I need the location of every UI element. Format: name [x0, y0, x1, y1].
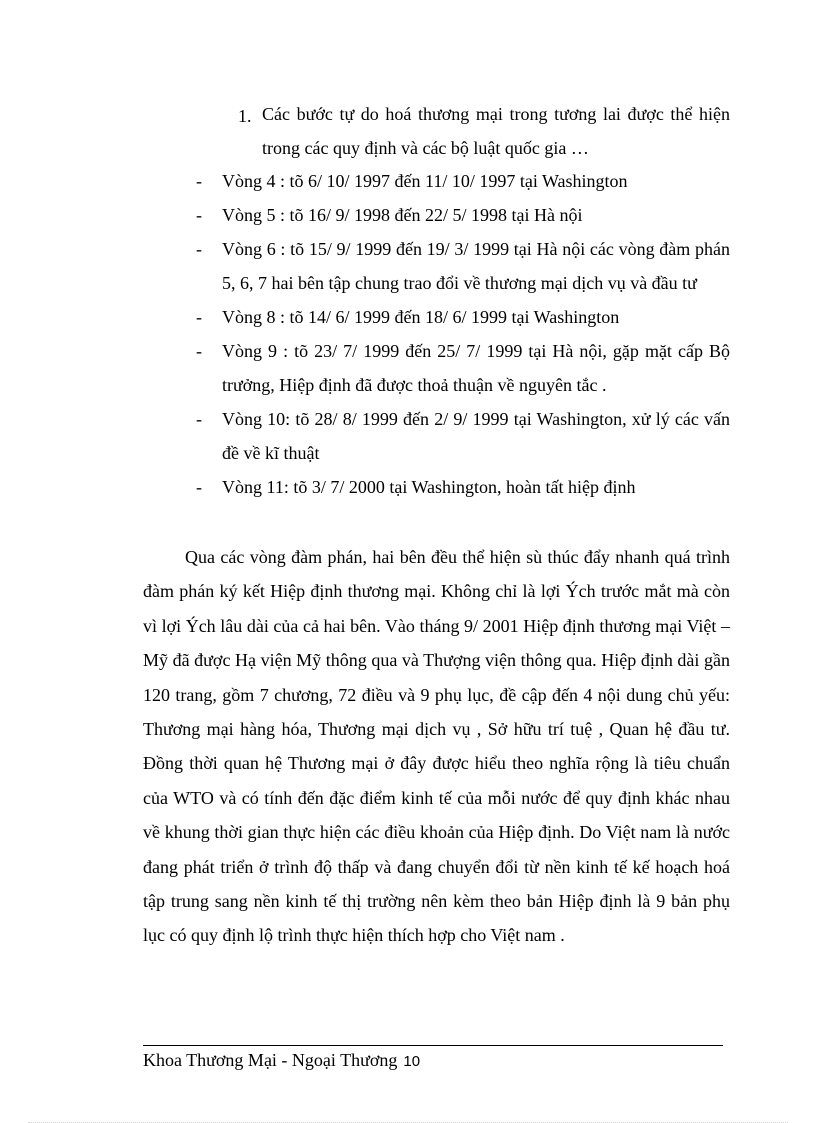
list-item: [196, 232, 730, 300]
list-item: [196, 470, 730, 504]
page-number: 10: [403, 1053, 421, 1070]
bullet-text: Vòng 10: tõ 28/ 8/ 1999 đến 2/ 9/ 1999 tại Washington, xử lý các vấn đề về kĩ thuật: [222, 409, 730, 463]
bullet-dash: -: [196, 307, 202, 327]
list-item: [196, 402, 730, 470]
bullet-list: [196, 164, 730, 504]
bullet-text: Vòng 5 : tõ 16/ 9/ 1998 đến 22/ 5/ 1998 tại Hà nội: [222, 205, 583, 225]
list-item: [196, 198, 730, 232]
footer-text: Khoa Thương Mại - Ngoại Thương: [143, 1050, 398, 1070]
bullet-dash: -: [196, 239, 202, 259]
item-number: 1.: [238, 106, 252, 126]
bullet-text: Vòng 9 : tõ 23/ 7/ 1999 đến 25/ 7/ 1999 tại Hà nội, gặp mặt cấp Bộ trưởng, Hiệp định đã được thoả thuận về nguyên tắc .: [222, 341, 730, 395]
bullet-dash: -: [196, 205, 202, 225]
list-item: [196, 164, 730, 198]
bullet-dash: -: [196, 409, 202, 429]
bullet-dash: -: [196, 341, 202, 361]
bullet-dash: -: [196, 477, 202, 497]
bullet-text: Vòng 11: tõ 3/ 7/ 2000 tại Washington, hoàn tất hiệp định: [222, 477, 636, 497]
page-footer: [143, 1050, 420, 1071]
numbered-item: [238, 97, 730, 165]
item-text: Các bước tự do hoá thương mại trong tương lai được thể hiện trong các quy định và các bộ luật quốc gia …: [262, 104, 730, 158]
bullet-text: Vòng 8 : tõ 14/ 6/ 1999 đến 18/ 6/ 1999 tại Washington: [222, 307, 620, 327]
body-paragraph: Qua các vòng đàm phán, hai bên đều thể hiện sù thúc đẩy nhanh quá trình đàm phán ký kết Hiệp định thương mại. Không chỉ là lợi Ých trước mắt mà còn vì lợi Ých lâu dài của cả hai bên. Vào tháng 9/ 2001 Hiệp định thương mại Việt –Mỹ đã được Hạ viện Mỹ thông qua và Thượng viện thông qua. Hiệp định dài gần 120 trang, gồm 7 chương, 72 điều và 9 phụ lục, đề cập đến 4 nội dung chủ yếu: Thương mại hàng hóa, Thương mại dịch vụ , Sở hữu trí tuệ , Quan hệ đầu tư. Đồng thời quan hệ Thương mại ở đây được hiểu theo nghĩa rộng là tiêu chuẩn của WTO và có tính đến đặc điểm kinh tế của mỗi nước để quy định khác nhau về khung thời gian thực hiện các điều khoản của Hiệp định. Do Việt nam là nước đang phát triển ở trình độ thấp và đang chuyển đổi từ nền kinh tế kế hoạch hoá tập trung sang nền kinh tế thị trường nên kèm theo bản Hiệp định là 9 bản phụ lục có quy định lộ trình thực hiện thích hợp cho Việt nam .: [143, 547, 730, 946]
list-item: [196, 300, 730, 334]
bullet-dash: -: [196, 171, 202, 191]
footer-divider: [143, 1045, 723, 1046]
bullet-text: Vòng 6 : tõ 15/ 9/ 1999 đến 19/ 3/ 1999 tại Hà nội các vòng đàm phán 5, 6, 7 hai bên tập chung trao đổi về thương mại dịch vụ và đầu tư: [222, 239, 730, 293]
bullet-text: Vòng 4 : tõ 6/ 10/ 1997 đến 11/ 10/ 1997 tại Washington: [222, 171, 628, 191]
list-item: [196, 334, 730, 402]
